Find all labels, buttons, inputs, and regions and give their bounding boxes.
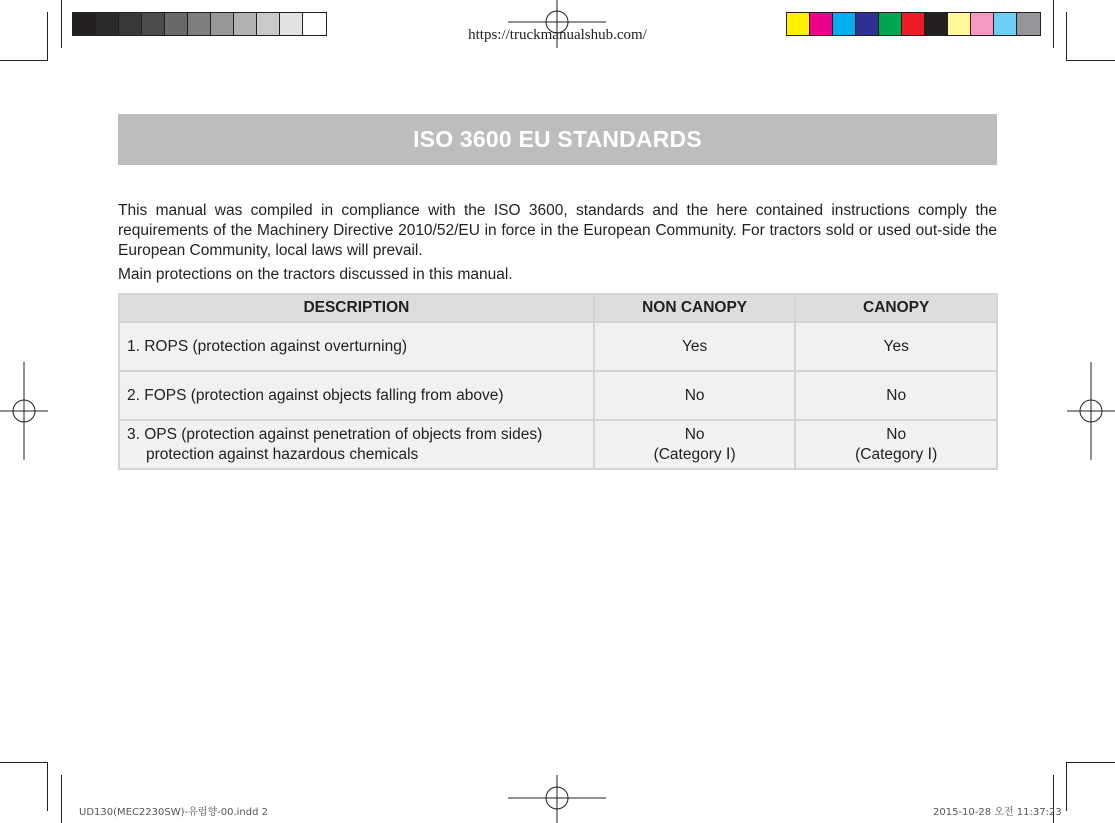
intro-paragraph: This manual was compiled in compliance with the ISO 3600, standards and the here contained instructions comply the requirements of the Machinery Directive 2010/52/EU in force in the European Community. For tractors sold or used out-side the European Community, local laws will prevail.: [118, 202, 997, 259]
site-url: https://truckmanualshub.com/: [468, 27, 647, 43]
table-row: [119, 371, 997, 420]
description-text-line2: protection against hazardous chemicals: [146, 445, 419, 463]
description-text: 3. OPS (protection against penetration of objects from sides): [127, 425, 543, 443]
crop-mark: [1066, 762, 1115, 763]
canopy-cell: No: [795, 371, 997, 420]
canopy-cell: [795, 420, 997, 469]
canopy-value: No: [886, 425, 907, 443]
footer-timestamp: 2015-10-28 오전 11:37:23: [933, 807, 1062, 818]
non-canopy-value: No: [684, 425, 705, 443]
column-header-description: DESCRIPTION: [119, 294, 594, 322]
row-description: [119, 322, 594, 371]
description-text: 2. FOPS (protection against objects falling from above): [127, 386, 504, 404]
row-description: [119, 371, 594, 420]
column-header-non-canopy: NON CANOPY: [594, 294, 796, 322]
table-row: [119, 322, 997, 371]
title-banner: [118, 114, 997, 165]
row-description: [119, 420, 594, 469]
non-canopy-cell: No: [594, 371, 796, 420]
crop-mark: [1066, 60, 1115, 61]
table-caption: Main protections on the tractors discussed in this manual.: [118, 266, 513, 283]
non-canopy-cell: [594, 420, 796, 469]
crop-mark: [0, 762, 48, 763]
registration-mark-bottom: [508, 775, 606, 823]
non-canopy-category: (Category Ⅰ): [653, 445, 736, 463]
footer-file-info: UD130(MEC2230SW)-유럽향-00.indd 2: [79, 807, 268, 818]
crop-mark: [0, 60, 48, 61]
protections-table: [118, 293, 998, 470]
canopy-category: (Category Ⅰ): [855, 445, 938, 463]
table-row: [119, 420, 997, 469]
crop-mark: [47, 762, 48, 811]
registration-mark-right: [1067, 362, 1115, 460]
canopy-cell: Yes: [795, 322, 997, 371]
description-text: 1. ROPS (protection against overturning): [127, 337, 407, 355]
crop-mark: [1066, 762, 1067, 811]
registration-mark-left: [0, 362, 48, 460]
page-title: ISO 3600 EU STANDARDS: [413, 126, 702, 152]
column-header-canopy: CANOPY: [795, 294, 997, 322]
non-canopy-cell: Yes: [594, 322, 796, 371]
crop-mark: [61, 775, 62, 823]
table-header-row: [119, 294, 997, 322]
